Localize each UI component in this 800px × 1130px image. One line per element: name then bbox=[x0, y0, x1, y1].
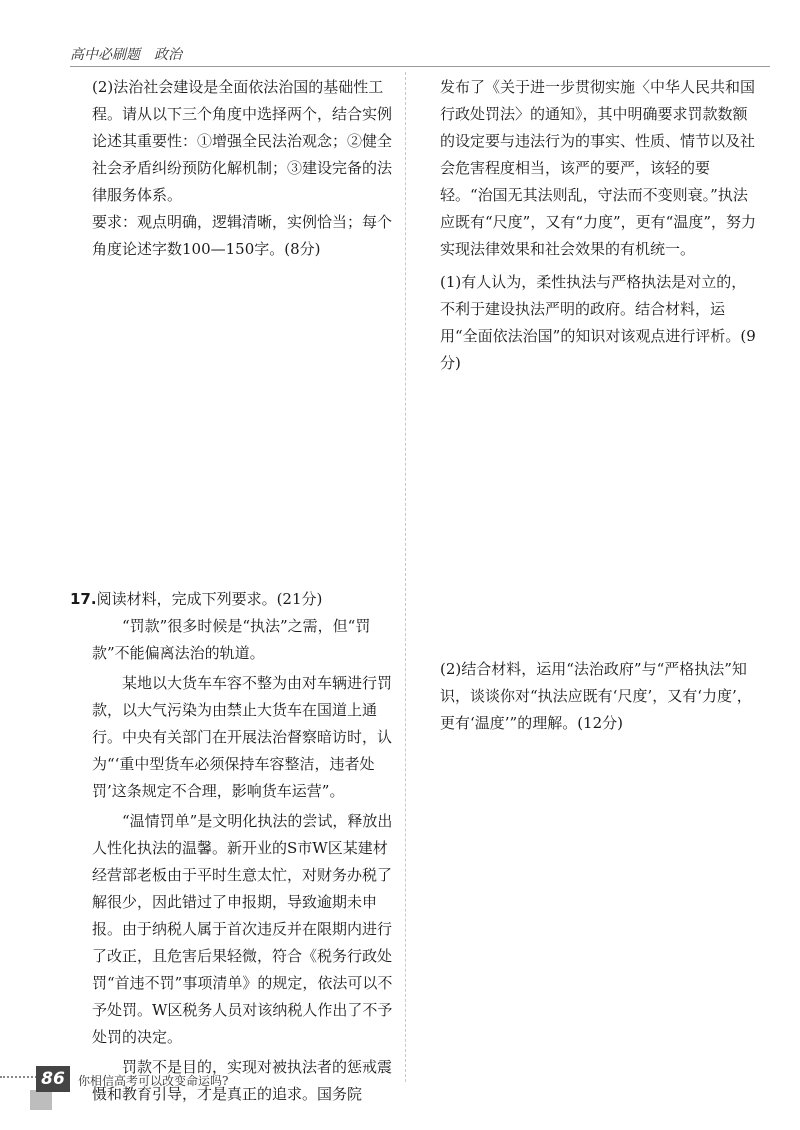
right-column-bottom bbox=[440, 656, 758, 737]
column-divider bbox=[405, 72, 406, 1082]
q17-material-continuation: 发布了《关于进一步贯彻实施〈中华人民共和国行政处罚法〉的通知》，其中明确要求罚款数额的设定要与违法行为的事实、性质、情节以及社会危害程度相当，该严的要严，该轻的要轻。“治国无其法则乱，守法而不变则衰。”执法应既有“尺度”，又有“力度”，更有“温度”，努力实现法律效果和社会效果的有机统一。 bbox=[440, 78, 757, 258]
q17-heading bbox=[70, 586, 400, 613]
q17-material-para4: 罚款不是目的，实现对被执法者的惩戒震慑和教育引导，才是真正的追求。国务院 bbox=[92, 1058, 393, 1103]
q16-part2-text: (2)法治社会建设是全面依法治国的基础性工程。请从以下三个角度中选择两个，结合实例论述其重要性：①增强全民法治观念；②健全社会矛盾纠纷预防化解机制；③建设完备的法律服务体系。 bbox=[92, 78, 393, 204]
q17-title: 阅读材料，完成下列要求。(21分) bbox=[96, 590, 323, 608]
q16-part2-block bbox=[92, 74, 398, 263]
running-header: 高中必刷题 政治 bbox=[70, 47, 182, 63]
q17-part1-question: (1)有人认为，柔性执法与严格执法是对立的，不利于建设执法严明的政府。结合材料，运用“全面依法治国”的知识对该观点进行评析。(9分) bbox=[440, 273, 756, 372]
q16-requirement-text: 要求：观点明确，逻辑清晰，实例恰当；每个角度论述字数100—150字。(8分) bbox=[92, 213, 393, 258]
footer-dotted-rule bbox=[0, 1076, 40, 1078]
page-number-shadow bbox=[30, 1090, 52, 1110]
q17-material-para1: “罚款”很多时候是“执法”之需，但“罚款”不能偏离法治的轨道。 bbox=[92, 617, 371, 662]
q17-number: 17. bbox=[70, 590, 97, 608]
q17-material bbox=[92, 613, 398, 1108]
q17-material-para3: “温情罚单”是文明化执法的尝试，释放出人性化执法的温馨。新开业的S市W区某建材经营部老板由于平时生意太忙，对财务办税了解很少，因此错过了申报期，导致逾期未申报。由于纳税人属于首次违反并在限期内进行了改正，且危害后果轻微，符合《税务行政处罚“首违不罚”事项清单》的规定，依法可以不予处罚。W区税务人员对该纳税人作出了不予处罚的决定。 bbox=[92, 812, 393, 1046]
footer-slogan: 你相信高考可以改变命运吗? bbox=[78, 1074, 229, 1088]
right-column-top bbox=[440, 74, 758, 377]
q17-material-para2: 某地以大货车车容不整为由对车辆进行罚款，以大气污染为由禁止大货车在国道上通行。中央有关部门在开展法治督察暗访时，认为“‘重中型货车必须保持车容整洁，违者处罚’这条规定不合理，影响货车运营”。 bbox=[92, 674, 393, 800]
page-number: 86 bbox=[36, 1066, 70, 1092]
q17-part2-question: (2)结合材料，运用“法治政府”与“严格执法”知识，谈谈你对“执法应既有‘尺度’，又有‘力度’，更有‘温度’”的理解。(12分) bbox=[440, 660, 752, 732]
header-rule bbox=[70, 66, 770, 67]
